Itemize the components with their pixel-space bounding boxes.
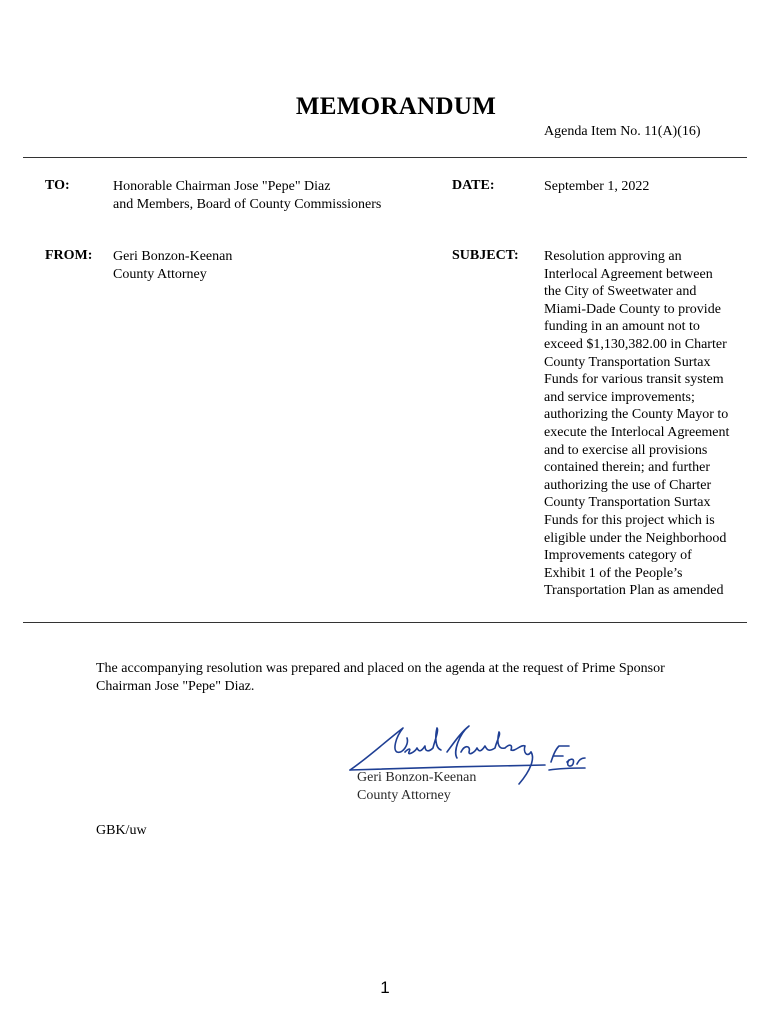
subject-line: eligible under the Neighborhood [544, 530, 727, 546]
memo-body [96, 660, 665, 695]
subject-line: Improvements category of [544, 548, 692, 564]
to-line-1: Honorable Chairman Jose "Pepe" Diaz [113, 179, 331, 194]
memo-title: MEMORANDUM [295, 93, 497, 120]
typist-initials: GBK/uw [96, 823, 147, 838]
subject-line: and to exercise all provisions [544, 442, 708, 458]
body-line-2: Chairman Jose "Pepe" Diaz. [96, 678, 255, 694]
subject-line: the City of Sweetwater and [544, 284, 697, 300]
subject-line: execute the Interlocal Agreement [544, 424, 730, 440]
header-rule [23, 157, 747, 158]
subject-label: SUBJECT: [452, 248, 519, 263]
subject-line: Funds for this project which is [544, 512, 715, 528]
subject-line: Exhibit 1 of the People’s [544, 565, 683, 581]
subject-line: Funds for various transit system [544, 372, 724, 388]
section-rule [23, 622, 747, 623]
date-value: September 1, 2022 [544, 179, 650, 194]
date-label: DATE: [452, 178, 495, 193]
to-line-2: and Members, Board of County Commissioners [113, 196, 382, 212]
page-number: 1 [380, 978, 390, 997]
from-sender [113, 248, 232, 283]
subject-line: contained therein; and further [544, 460, 710, 476]
subject-line: Transportation Plan as amended [544, 583, 724, 599]
signatory-name: Geri Bonzon-Keenan [357, 770, 477, 785]
from-line-2: County Attorney [113, 266, 207, 282]
subject-line: funding in an amount not to [544, 319, 700, 335]
from-label: FROM: [45, 248, 93, 263]
signatory-title: County Attorney [357, 788, 451, 803]
from-line-1: Geri Bonzon-Keenan [113, 249, 233, 264]
subject-line: and service improvements; [544, 389, 695, 405]
subject-line: County Transportation Surtax [544, 495, 711, 511]
body-line-1: The accompanying resolution was prepared and placed on the agenda at the request of Prime Sponsor [96, 661, 665, 676]
to-label: TO: [45, 178, 70, 193]
subject-line: Interlocal Agreement between [544, 266, 713, 282]
to-recipient [113, 178, 381, 213]
subject-line: Miami-Dade County to provide [544, 301, 721, 317]
subject-line: exceed $1,130,382.00 in Charter [544, 336, 727, 352]
subject-line: Resolution approving an [544, 249, 682, 264]
subject-line: authorizing the use of Charter [544, 477, 712, 493]
subject-line: County Transportation Surtax [544, 354, 711, 370]
signature-block [357, 769, 476, 805]
subject-text [544, 248, 729, 600]
agenda-item-number: Agenda Item No. 11(A)(16) [544, 124, 701, 139]
subject-line: authorizing the County Mayor to [544, 407, 729, 423]
